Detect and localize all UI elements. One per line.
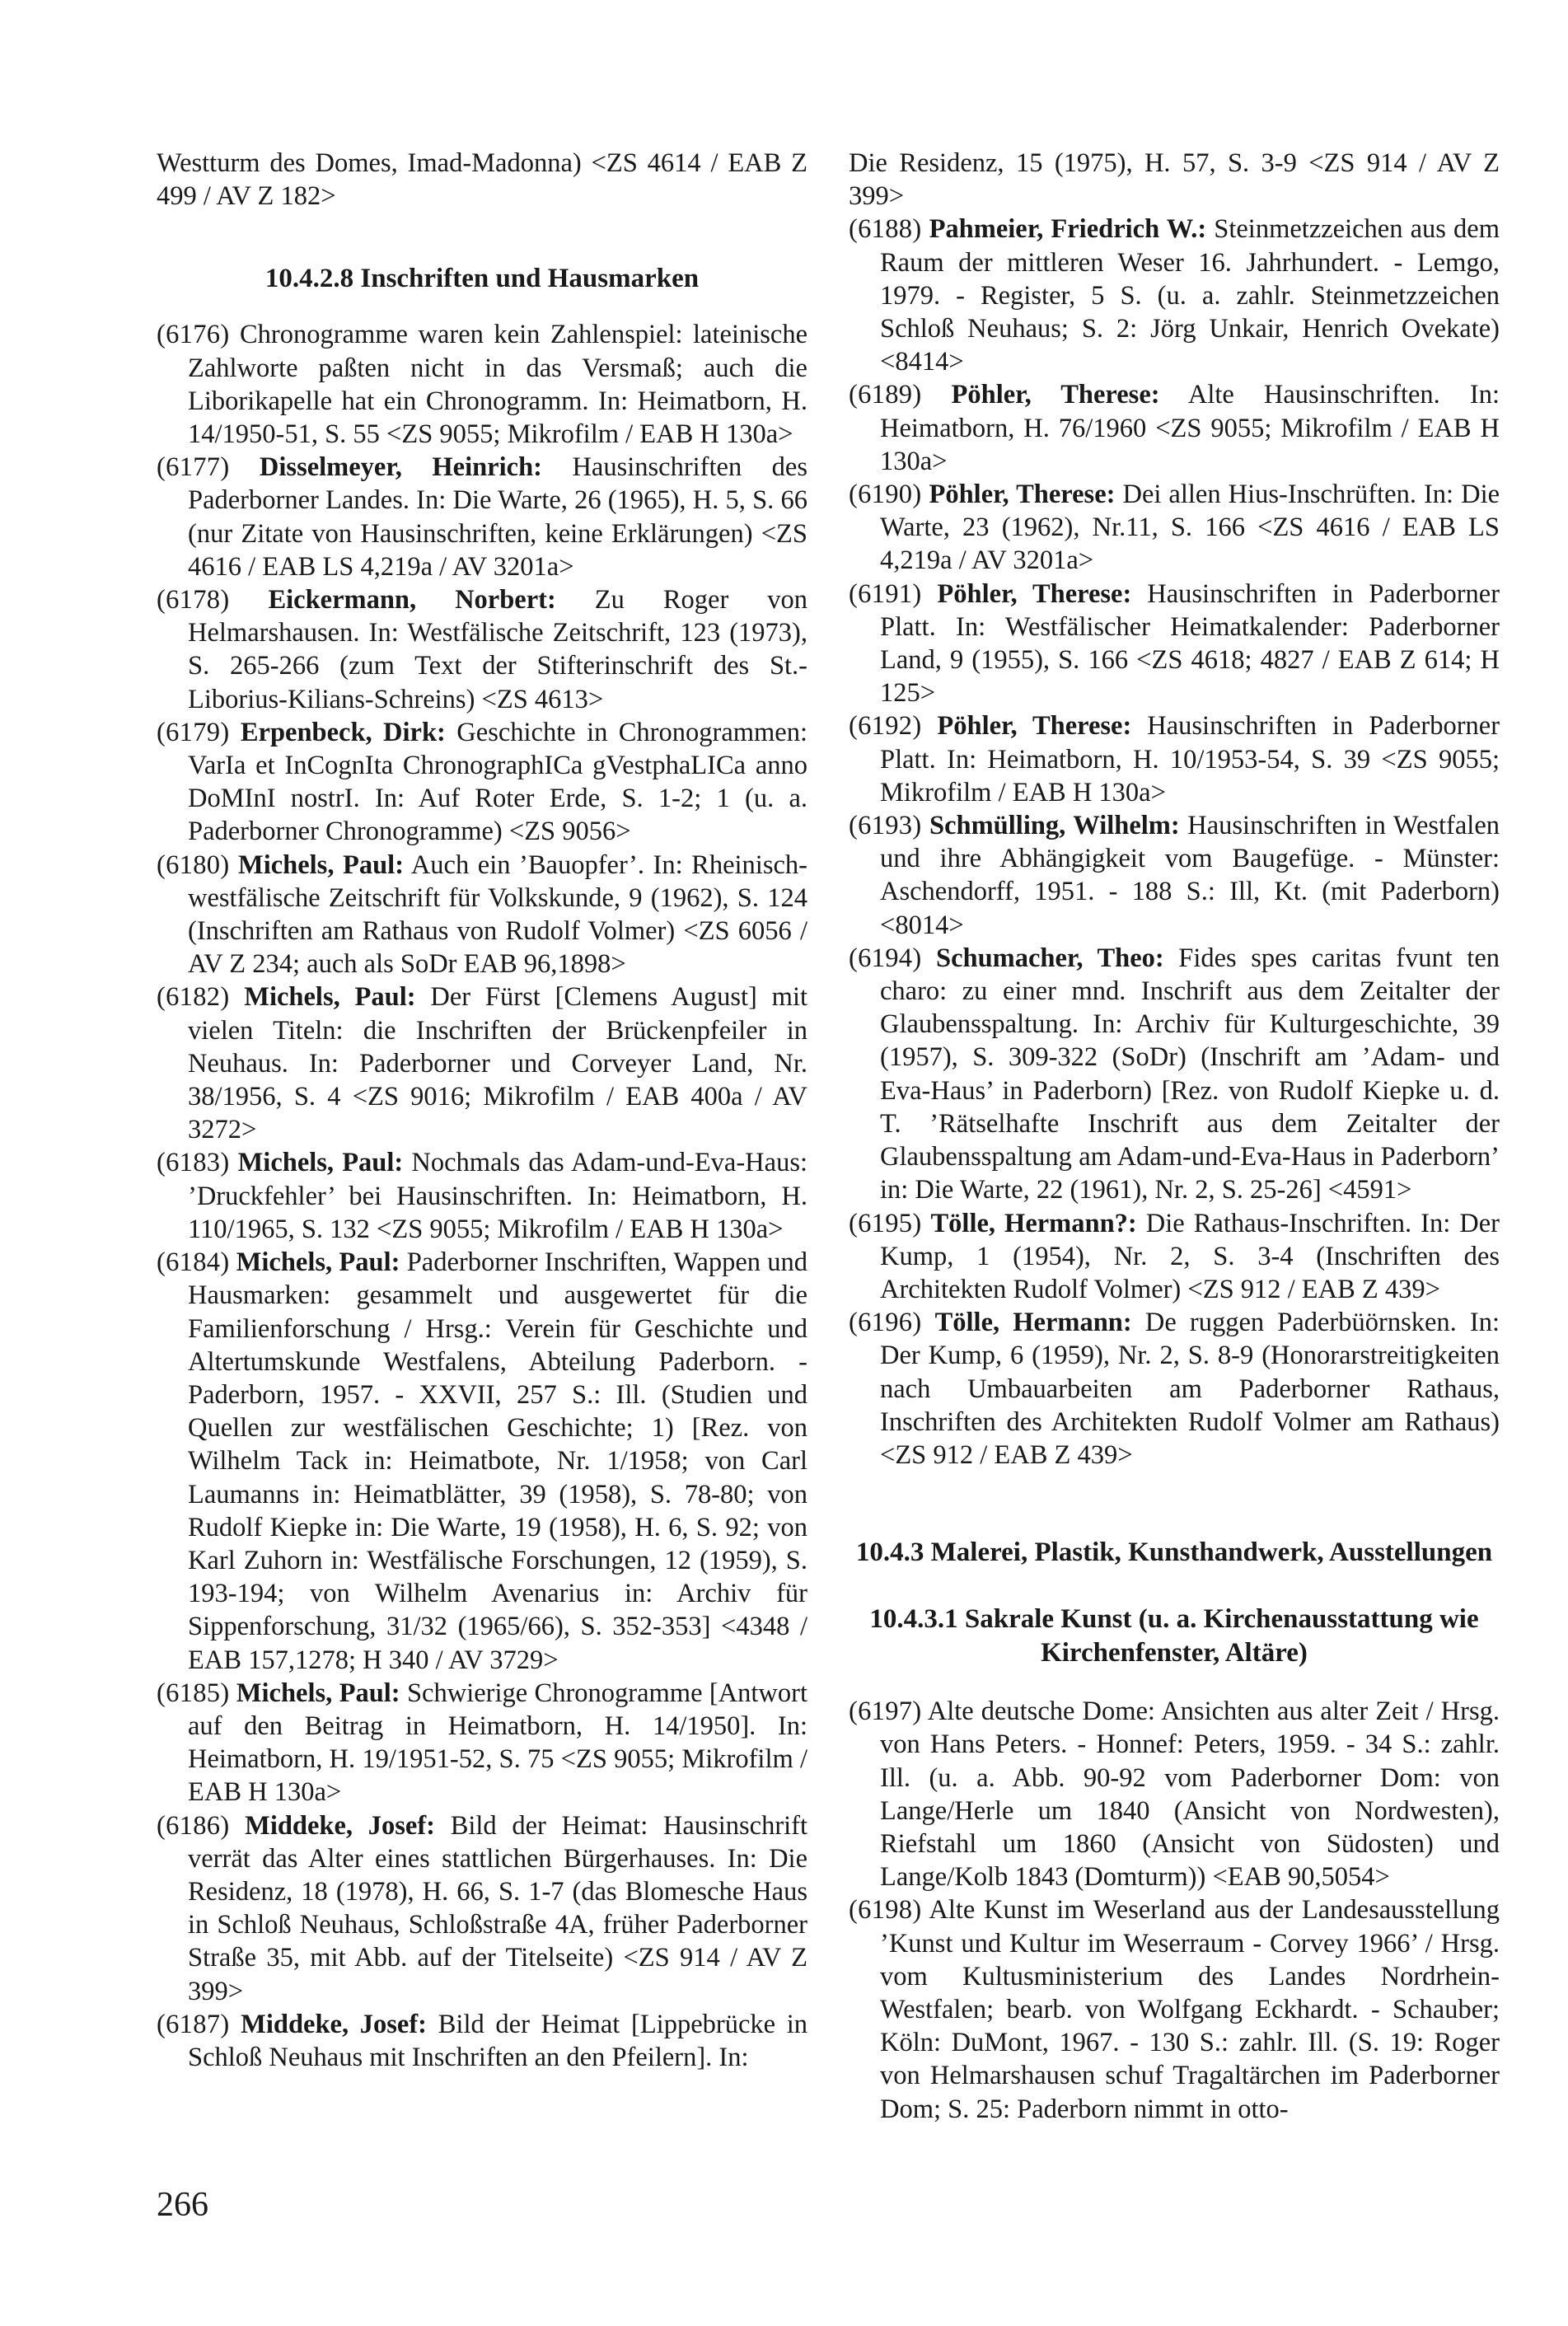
- bibliography-entry: [157, 451, 807, 583]
- entry-number: (6195): [849, 1208, 922, 1238]
- bibliography-entry: [157, 1677, 807, 1809]
- bibliography-entry: [157, 716, 807, 849]
- entry-text: Bild der Heimat [Lippebrücke in Schloß Neuhaus mit Inschriften an den Pfeilern]. In:: [188, 2009, 808, 2072]
- entry-number: (6192): [849, 711, 922, 742]
- entry-text: Chronogramme waren kein Zahlenspiel: lateinische Zahlworte paßten nicht in das Versmaß; auch die Liborikapelle hat ein Chronogramm. In: Heimatborn, H. 14/1950-51, S. 55 <ZS 9055; Mikrofilm / EAB H 130a>: [188, 320, 807, 450]
- entry-text: Geschichte in Chronogrammen: VarIa et InCognIta ChronographICa gVestphaLICa anno DoMInI nostrI. In: Auf Roter Erde, S. 1-2; 1 (u. a. Paderborner Chronogramme) <ZS 9056>: [188, 717, 808, 847]
- bibliography-entry: [157, 1809, 807, 2008]
- entry-author: Schumacher, Theo:: [936, 943, 1164, 973]
- entry-text: Alte Kunst im Weserland aus der Landesausstellung ’Kunst und Kultur im Weserraum - Corvey 1966’ / Hrsg. vom Kultusministerium des Landes Nordrhein-Westfalen; bearb. von Wolfgang Eckhardt. - Schauber; Köln: DuMont, 1967. - 130 S.: zahlr. Ill. (S. 19: Roger von Helmarshausen schuf Tragaltärchen im Paderborner Dom; S. 25: Paderborn nimmt in otto-: [880, 1895, 1500, 2124]
- entry-number: (6184): [157, 1247, 230, 1278]
- entry-number: (6194): [849, 943, 922, 973]
- entry-author: Tölle, Hermann:: [934, 1308, 1132, 1338]
- bibliography-entry: [157, 980, 807, 1146]
- entry-author: Michels, Paul:: [236, 1678, 400, 1708]
- entry-author: Michels, Paul:: [236, 1247, 400, 1278]
- entry-author: Middeke, Josef:: [245, 1810, 435, 1841]
- entry-number: (6191): [849, 578, 922, 609]
- entry-text: Hausinschriften in Westfalen und ihre Abhängigkeit vom Baugefüge. - Münster: Aschendorff, 1951. - 188 S.: Ill, Kt. (mit Paderborn) <8014>: [880, 811, 1500, 940]
- bibliography-entry: [849, 378, 1500, 478]
- entry-text: Steinmetzzeichen aus dem Raum der mittleren Weser 16. Jahrhundert. - Lemgo, 1979. - Register, 5 S. (u. a. zahlr. Steinmetzzeichen Schloß Neuhaus; S. 2: Jörg Unkair, Henrich Ovekate) <8414>: [880, 214, 1500, 377]
- bibliography-entry: [849, 1893, 1500, 2125]
- entry-text: Dei allen Hius-Inschrüften. In: Die Warte, 23 (1962), Nr.11, S. 166 <ZS 4616 / EAB LS 4,219a / AV 3201a>: [880, 480, 1500, 576]
- entry-author: Michels, Paul:: [237, 1148, 404, 1178]
- bibliography-entry: [849, 709, 1500, 809]
- bibliography-entry: [849, 478, 1500, 578]
- entry-text: Der Fürst [Clemens August] mit vielen Titeln: die Inschriften der Brückenpfeiler in Neuhaus. In: Paderborner und Corveyer Land, Nr. 38/1956, S. 4 <ZS 9016; Mikrofilm / EAB 400a / AV 3272>: [188, 982, 808, 1145]
- entry-text: Zu Roger von Helmarshausen. In: Westfälische Zeitschrift, 123 (1973), S. 265-266 (zum Text der Stifterinschrift des St.-Liborius-Kilians-Schreins) <ZS 4613>: [188, 585, 808, 714]
- entry-number: (6197): [849, 1697, 922, 1727]
- right-entry-list-c: [849, 1695, 1500, 2126]
- entry-author: Disselmeyer, Heinrich:: [259, 452, 542, 483]
- entry-text: Hausinschriften des Paderborner Landes. In: Die Warte, 26 (1965), H. 5, S. 66 (nur Zitate von Hausinschriften, keine Erklärungen) <ZS 4616 / EAB LS 4,219a / AV 3201a>: [188, 452, 808, 582]
- entry-author: Erpenbeck, Dirk:: [240, 717, 446, 747]
- entry-author: Schmülling, Wilhelm:: [929, 811, 1180, 841]
- bibliography-entry: [849, 1695, 1500, 1893]
- entry-author: Pöhler, Therese:: [937, 711, 1132, 742]
- bibliography-entry: [849, 809, 1500, 942]
- entry-text: Die Rathaus-Inschriften. In: Der Kump, 1 (1954), Nr. 2, S. 3-4 (Inschriften des Architekten Rudolf Volmer) <ZS 912 / EAB Z 439>: [880, 1208, 1500, 1304]
- section-heading-inscriptions: 10.4.2.8 Inschriften und Hausmarken: [264, 264, 700, 294]
- entry-author: Eickermann, Norbert:: [268, 585, 556, 615]
- entry-text: Auch ein ’Bauopfer’. In: Rheinisch-westfälische Zeitschrift für Volkskunde, 9 (1962), S. 124 (Inschriften am Rathaus von Rudolf Volmer) <ZS 6056 / AV Z 234; auch als SoDr EAB 96,1898>: [188, 849, 807, 980]
- entry-text: Fides spes caritas fvunt ten charo: zu einer mnd. Inschrift aus dem Zeitalter der Glaubensspaltung. In: Archiv für Kulturgeschichte, 39 (1957), S. 309-322 (SoDr) (Inschrift am ’Adam- und Eva-Haus’ in Paderborn) [Rez. von Rudolf Kiepke u. d. T. ’Rätselhafte Inschrift aus dem Zeitalter der Glaubensspaltung am Adam-und-Eva-Haus in Paderborn’ in: Die Warte, 22 (1961), Nr. 2, S. 25-26] <4591>: [880, 943, 1500, 1205]
- entry-text: Nochmals das Adam-und-Eva-Haus: ’Druckfehler’ bei Hausinschriften. In: Heimatborn, H. 110/1965, S. 132 <ZS 9055; Mikrofilm / EAB H 130a>: [188, 1148, 807, 1244]
- entry-author: Pahmeier, Friedrich W.:: [929, 214, 1207, 245]
- entry-text: Bild der Heimat: Hausinschrift verrät das Alter eines stattlichen Bürgerhauses. In: Die Residenz, 18 (1978), H. 66, S. 1-7 (das Blomesche Haus in Schloß Neuhaus, Schloßstraße 4A, früher Paderborner Straße 35, mit Abb. auf der Titelseite) <ZS 914 / AV Z 399>: [188, 1810, 808, 2006]
- bibliography-entry: [157, 318, 807, 451]
- entry-author: Pöhler, Therese:: [937, 578, 1132, 609]
- entry-number: (6190): [849, 480, 922, 510]
- entry-author: Michels, Paul:: [244, 982, 416, 1013]
- bibliography-entry: [157, 2008, 807, 2074]
- entry-text: Paderborner Inschriften, Wappen und Hausmarken: gesammelt und ausgewertet für die Familienforschung / Hrsg.: Verein für Geschichte und Altertumskunde Westfalens, Abteilung Paderborn. - Paderborn, 1957. - XXVII, 257 S.: Ill. (Studien und Quellen zur westfälischen Geschichte; 1) [Rez. von Wilhelm Tack in: Heimatbote, Nr. 1/1958; von Carl Laumanns in: Heimatblätter, 39 (1958), S. 78-80; von Rudolf Kiepke in: Die Warte, 19 (1958), H. 6, S. 92; von Karl Zuhorn in: Westfälische Forschungen, 12 (1959), S. 193-194; von Wilhelm Avenarius in: Archiv für Sippenforschung, 31/32 (1965/66), S. 352-353] <4348 / EAB 157,1278; H 340 / AV 3729>: [188, 1247, 808, 1675]
- entry-author: Pöhler, Therese:: [951, 380, 1160, 410]
- entry-number: (6185): [157, 1678, 230, 1708]
- entry-text: De ruggen Paderbüörnsken. In: Der Kump, 6 (1959), Nr. 2, S. 8-9 (Honorarstreitigkeiten nach Umbauarbeiten am Paderborner Rathaus, Inschriften des Architekten Rudolf Volmer am Rathaus) <ZS 912 / EAB Z 439>: [880, 1308, 1500, 1470]
- entry-number: (6196): [849, 1308, 922, 1338]
- entry-text: Schwierige Chronogramme [Antwort auf den Beitrag in Heimatborn, H. 14/1950]. In: Heimatborn, H. 19/1951-52, S. 75 <ZS 9055; Mikrofilm / EAB H 130a>: [188, 1678, 808, 1808]
- entry-text: Hausinschriften in Paderborner Platt. In: Westfälischer Heimatkalender: Paderborner Land, 9 (1955), S. 166 <ZS 4618; 4827 / EAB Z 614; H 125>: [880, 578, 1500, 709]
- bibliography-entry: [157, 1146, 807, 1246]
- entry-author: Michels, Paul:: [238, 849, 405, 880]
- entry-text: Hausinschriften in Paderborner Platt. In: Heimatborn, H. 10/1953-54, S. 39 <ZS 9055; Mikrofilm / EAB H 130a>: [880, 711, 1500, 807]
- entry-number: (6176): [157, 320, 230, 350]
- entry-number: (6198): [849, 1895, 922, 1926]
- entry-author: Middeke, Josef:: [241, 2009, 428, 2039]
- bibliography-entry: [849, 213, 1500, 378]
- entry-number: (6193): [849, 811, 922, 841]
- bibliography-entry: [849, 942, 1500, 1207]
- bibliography-entry: [849, 1207, 1500, 1307]
- bibliography-entry: [157, 1246, 807, 1677]
- bibliography-entry: [849, 1306, 1500, 1472]
- entry-author: Pöhler, Therese:: [929, 480, 1116, 510]
- page-number: 266: [157, 2186, 208, 2224]
- entry-text: Alte Hausinschriften. In: Heimatborn, H. 76/1960 <ZS 9055; Mikrofilm / EAB H 130a>: [880, 380, 1500, 476]
- left-column: [157, 147, 807, 2074]
- entry-number: (6188): [849, 214, 922, 245]
- entry-number: (6189): [849, 380, 922, 410]
- entry-number: (6182): [157, 982, 230, 1013]
- entry-author: Tölle, Hermann?:: [930, 1208, 1137, 1238]
- left-intro: Westturm des Domes, Imad-Madonna) <ZS 4614 / EAB Z 499 / AV Z 182>: [157, 148, 807, 212]
- right-entry-list-a: [849, 213, 1500, 1472]
- entry-number: (6179): [157, 717, 230, 747]
- right-intro: Die Residenz, 15 (1975), H. 57, S. 3-9 <ZS 914 / AV Z 399>: [849, 148, 1500, 212]
- left-entry-list: [157, 318, 807, 2074]
- entry-number: (6187): [157, 2009, 230, 2039]
- entry-text: Alte deutsche Dome: Ansichten aus alter Zeit / Hrsg. von Hans Peters. - Honnef: Peters, 1959. - 34 S.: zahlr. Ill. (u. a. Abb. 90-92 vom Paderborner Dom: von Lange/Herle um 1840 (Ansicht von Nordwesten), Riefstahl um 1860 (Ansicht von Südosten) und Lange/Kolb 1843 (Domturm)) <EAB 90,5054>: [880, 1697, 1500, 1893]
- bibliography-entry: [849, 578, 1500, 710]
- entry-number: (6177): [157, 452, 230, 483]
- bibliography-entry: [157, 849, 807, 981]
- entry-number: (6186): [157, 1810, 230, 1841]
- entry-number: (6180): [157, 849, 230, 880]
- section-heading-sacred-art: 10.4.3.1 Sakrale Kunst (u. a. Kirchenausstattung wie Kirchenfenster, Altäre): [869, 1604, 1479, 1668]
- entry-number: (6178): [157, 585, 230, 615]
- entry-number: (6183): [157, 1148, 230, 1178]
- bibliography-entry: [157, 583, 807, 716]
- section-heading-painting: 10.4.3 Malerei, Plastik, Kunsthandwerk, Ausstellungen: [855, 1537, 1493, 1568]
- right-column: [849, 147, 1500, 2126]
